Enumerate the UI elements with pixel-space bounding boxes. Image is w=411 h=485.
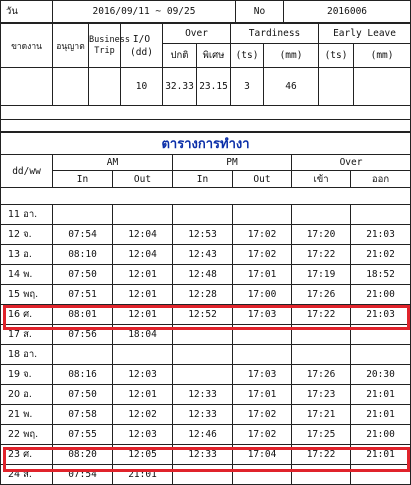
- spacer-row: [1, 120, 411, 132]
- early-ts-header: (ts): [319, 44, 354, 68]
- time-cell-am-out[interactable]: 12:01: [113, 305, 173, 325]
- spacer-row: [1, 188, 411, 205]
- time-cell-ov-in[interactable]: [292, 205, 351, 225]
- time-cell-am-out[interactable]: [113, 205, 173, 225]
- business-trip-header: Business Trip: [89, 24, 121, 68]
- time-cell-pm-out[interactable]: [233, 325, 292, 345]
- time-cell-ov-out[interactable]: 21:01: [351, 405, 411, 425]
- am-in-header: In: [53, 171, 113, 188]
- table-row: [1, 305, 411, 325]
- time-cell-pm-out[interactable]: [233, 205, 292, 225]
- approved-header: อนุญาต: [53, 24, 89, 68]
- time-cell-ov-out[interactable]: 21:01: [351, 385, 411, 405]
- table-row: [1, 405, 411, 425]
- time-cell-pm-in[interactable]: [173, 465, 233, 485]
- time-cell-am-out[interactable]: [113, 345, 173, 365]
- table-row: [1, 345, 411, 365]
- time-cell-pm-in[interactable]: [173, 205, 233, 225]
- time-cell-am-out[interactable]: 12:03: [113, 425, 173, 445]
- over-out-header: ออก: [351, 171, 411, 188]
- time-cell-pm-in[interactable]: [173, 325, 233, 345]
- time-cell-pm-out[interactable]: 17:03: [233, 365, 292, 385]
- early-ts-value[interactable]: [319, 68, 354, 106]
- early-mm-header: (mm): [354, 44, 411, 68]
- time-cell-ov-out[interactable]: 21:03: [351, 305, 411, 325]
- day-cell: 11 อา.: [1, 205, 53, 225]
- tardiness-ts-header: (ts): [231, 44, 264, 68]
- over-normal-header: ปกติ: [163, 44, 197, 68]
- time-cell-ov-in[interactable]: 17:22: [292, 245, 351, 265]
- over-col-header: Over: [292, 155, 411, 171]
- time-cell-pm-out[interactable]: 17:02: [233, 425, 292, 445]
- time-cell-ov-in[interactable]: 17:19: [292, 265, 351, 285]
- time-cell-am-out[interactable]: 12:01: [113, 385, 173, 405]
- day-cell: 15 พฤ.: [1, 285, 53, 305]
- time-cell-ov-out[interactable]: [351, 465, 411, 485]
- time-cell-am-in[interactable]: [53, 345, 113, 365]
- time-cell-ov-in[interactable]: 17:22: [292, 305, 351, 325]
- io-header: I/O (dd): [121, 24, 163, 68]
- day-cell: 17 ส.: [1, 325, 53, 345]
- time-cell-ov-out[interactable]: [351, 325, 411, 345]
- tardiness-mm-value[interactable]: 46: [264, 68, 319, 106]
- absent-header: ขาดงาน: [1, 24, 53, 68]
- time-cell-pm-in[interactable]: 12:43: [173, 245, 233, 265]
- pm-header: PM: [173, 155, 292, 171]
- io-value[interactable]: 10: [121, 68, 163, 106]
- time-cell-ov-out[interactable]: [351, 205, 411, 225]
- time-cell-pm-out[interactable]: 17:01: [233, 385, 292, 405]
- time-cell-ov-out[interactable]: 21:03: [351, 225, 411, 245]
- time-cell-ov-in[interactable]: [292, 345, 351, 365]
- document-number[interactable]: 2016006: [284, 1, 411, 23]
- day-cell: 23 ศ.: [1, 445, 53, 465]
- time-cell-am-in[interactable]: [53, 205, 113, 225]
- time-cell-am-in[interactable]: 07:55: [53, 425, 113, 445]
- day-cell: 12 จ.: [1, 225, 53, 245]
- table-row: [1, 245, 411, 265]
- table-row: [1, 325, 411, 345]
- time-cell-pm-in[interactable]: 12:48: [173, 265, 233, 285]
- time-cell-ov-out[interactable]: 21:00: [351, 285, 411, 305]
- time-cell-am-in[interactable]: 07:50: [53, 265, 113, 285]
- date-col-header: dd/ww: [1, 155, 53, 188]
- table-row: [1, 425, 411, 445]
- time-cell-am-in[interactable]: 07:54: [53, 465, 113, 485]
- time-cell-ov-in[interactable]: 17:22: [292, 445, 351, 465]
- time-cell-ov-in[interactable]: 17:26: [292, 365, 351, 385]
- day-cell: 18 อา.: [1, 345, 53, 365]
- time-cell-am-in[interactable]: 08:10: [53, 245, 113, 265]
- time-cell-am-in[interactable]: 08:16: [53, 365, 113, 385]
- summary-table: [0, 23, 411, 132]
- time-cell-pm-in[interactable]: 12:33: [173, 385, 233, 405]
- day-cell: 13 อ.: [1, 245, 53, 265]
- time-cell-ov-out[interactable]: 21:00: [351, 425, 411, 445]
- day-cell: 14 พ.: [1, 265, 53, 285]
- time-cell-am-out[interactable]: 12:05: [113, 445, 173, 465]
- am-header: AM: [53, 155, 173, 171]
- table-row: [1, 265, 411, 285]
- over-special-value[interactable]: 23.15: [197, 68, 231, 106]
- time-cell-am-out[interactable]: 12:04: [113, 225, 173, 245]
- time-cell-ov-out[interactable]: 20:30: [351, 365, 411, 385]
- spacer-row: [1, 106, 411, 120]
- over-in-header: เข้า: [292, 171, 351, 188]
- time-cell-am-out[interactable]: 12:01: [113, 265, 173, 285]
- time-cell-ov-in[interactable]: [292, 465, 351, 485]
- time-cell-ov-in[interactable]: [292, 325, 351, 345]
- time-cell-pm-out[interactable]: 17:02: [233, 405, 292, 425]
- schedule-table: [0, 132, 411, 485]
- time-cell-ov-out[interactable]: [351, 345, 411, 365]
- pm-out-header: Out: [233, 171, 292, 188]
- table-row: [1, 285, 411, 305]
- table-row: [1, 445, 411, 465]
- time-cell-am-out[interactable]: 12:02: [113, 405, 173, 425]
- tardiness-mm-header: (mm): [264, 44, 319, 68]
- time-cell-pm-out[interactable]: 17:00: [233, 285, 292, 305]
- date-label: วัน: [1, 1, 53, 23]
- business-trip-value[interactable]: [89, 68, 121, 106]
- time-cell-am-in[interactable]: 07:51: [53, 285, 113, 305]
- date-range[interactable]: 2016/09/11 ~ 09/25: [53, 1, 236, 23]
- time-cell-am-in[interactable]: 07:56: [53, 325, 113, 345]
- time-cell-pm-in[interactable]: 12:53: [173, 225, 233, 245]
- early-mm-value[interactable]: [354, 68, 411, 106]
- time-cell-am-out[interactable]: 21:01: [113, 465, 173, 485]
- time-cell-pm-out[interactable]: 17:04: [233, 445, 292, 465]
- info-table: [0, 0, 411, 23]
- time-cell-pm-out[interactable]: 17:01: [233, 265, 292, 285]
- schedule-title: ตารางการทำงา: [1, 133, 411, 155]
- table-row: [1, 205, 411, 225]
- over-header: Over: [163, 24, 231, 44]
- time-cell-am-out[interactable]: 12:03: [113, 365, 173, 385]
- time-cell-pm-out[interactable]: [233, 345, 292, 365]
- time-cell-ov-out[interactable]: 21:01: [351, 445, 411, 465]
- time-cell-am-in[interactable]: 07:50: [53, 385, 113, 405]
- time-cell-am-out[interactable]: 12:01: [113, 285, 173, 305]
- time-cell-ov-in[interactable]: 17:20: [292, 225, 351, 245]
- time-cell-am-in[interactable]: 07:54: [53, 225, 113, 245]
- absent-value[interactable]: [1, 68, 53, 106]
- time-cell-pm-in[interactable]: [173, 365, 233, 385]
- time-cell-pm-out[interactable]: 17:02: [233, 245, 292, 265]
- time-cell-pm-out[interactable]: 17:02: [233, 225, 292, 245]
- day-cell: 19 จ.: [1, 365, 53, 385]
- approved-value[interactable]: [53, 68, 89, 106]
- no-label: No: [236, 1, 284, 23]
- time-cell-ov-out[interactable]: 21:02: [351, 245, 411, 265]
- over-special-header: พิเศษ: [197, 44, 231, 68]
- time-cell-pm-in[interactable]: 12:52: [173, 305, 233, 325]
- time-cell-ov-in[interactable]: 17:21: [292, 405, 351, 425]
- am-out-header: Out: [113, 171, 173, 188]
- time-cell-pm-in[interactable]: 12:46: [173, 425, 233, 445]
- table-row: [1, 465, 411, 485]
- over-normal-value[interactable]: 32.33: [163, 68, 197, 106]
- early-leave-header: Early Leave: [319, 24, 411, 44]
- day-cell: 21 พ.: [1, 405, 53, 425]
- time-cell-am-in[interactable]: 08:20: [53, 445, 113, 465]
- day-cell: 20 อ.: [1, 385, 53, 405]
- tardiness-header: Tardiness: [231, 24, 319, 44]
- day-cell: 24 ส.: [1, 465, 53, 485]
- table-row: [1, 365, 411, 385]
- time-cell-pm-in[interactable]: 12:33: [173, 445, 233, 465]
- time-cell-ov-out[interactable]: 18:52: [351, 265, 411, 285]
- pm-in-header: In: [173, 171, 233, 188]
- time-cell-am-in[interactable]: 07:58: [53, 405, 113, 425]
- time-cell-ov-in[interactable]: 17:23: [292, 385, 351, 405]
- day-cell: 16 ศ.: [1, 305, 53, 325]
- table-row: [1, 385, 411, 405]
- time-cell-am-out[interactable]: 18:04: [113, 325, 173, 345]
- day-cell: 22 พฤ.: [1, 425, 53, 445]
- time-cell-pm-out[interactable]: 17:03: [233, 305, 292, 325]
- time-cell-pm-out[interactable]: [233, 465, 292, 485]
- time-cell-am-out[interactable]: 12:04: [113, 245, 173, 265]
- time-cell-ov-in[interactable]: 17:25: [292, 425, 351, 445]
- time-cell-pm-in[interactable]: 12:28: [173, 285, 233, 305]
- time-cell-pm-in[interactable]: 12:33: [173, 405, 233, 425]
- time-cell-pm-in[interactable]: [173, 345, 233, 365]
- time-cell-ov-in[interactable]: 17:26: [292, 285, 351, 305]
- tardiness-ts-value[interactable]: 3: [231, 68, 264, 106]
- table-row: [1, 225, 411, 245]
- time-cell-am-in[interactable]: 08:01: [53, 305, 113, 325]
